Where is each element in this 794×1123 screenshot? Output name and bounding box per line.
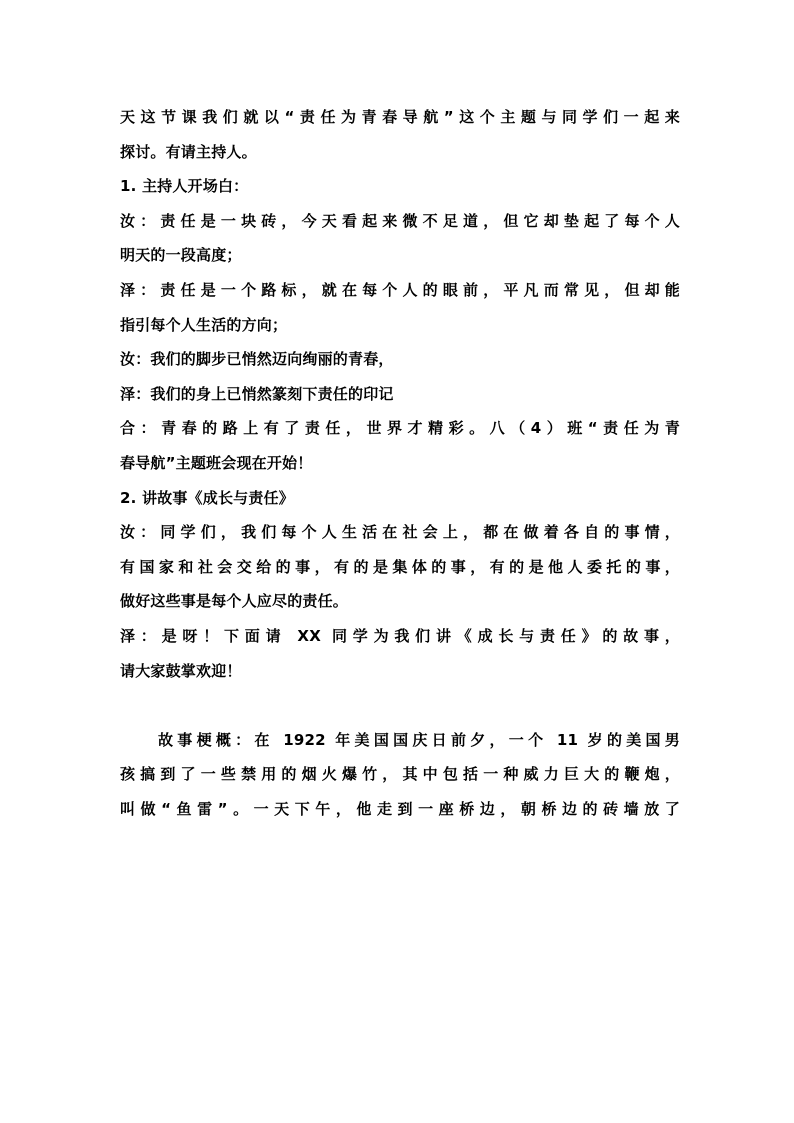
- paragraph-line: 合：青春的路上有了责任，世界才精彩。八（4）班“责任为青: [120, 419, 680, 438]
- paragraph-line: 明天的一段高度；: [120, 246, 242, 265]
- paragraph-line: 泽：是呀！下面请 XX 同学为我们讲《成长与责任》的故事，: [120, 626, 680, 645]
- story-line: 孩搞到了一些禁用的烟火爆竹，其中包括一种威力巨大的鞭炮，: [120, 765, 680, 784]
- story-line: 叫做“鱼雷”。一天下午，他走到一座桥边，朝桥边的砖墙放了: [120, 799, 680, 818]
- paragraph-line: 天这节课我们就以“责任为青春导航”这个主题与同学们一起来: [120, 108, 680, 126]
- paragraph-gap: [120, 688, 680, 723]
- paragraph-line: 请大家鼓掌欢迎！: [120, 661, 242, 680]
- section-heading: 1. 主持人开场白：: [120, 177, 249, 196]
- story-line: 故事梗概：在 1922 年美国国庆日前夕，一个 11 岁的美国男: [158, 730, 680, 749]
- paragraph-line: 有国家和社会交给的事，有的是集体的事，有的是他人委托的事，: [120, 557, 680, 576]
- document-body: [120, 100, 680, 826]
- paragraph-line: 汝：同学们，我们每个人生活在社会上，都在做着各自的事情，: [120, 523, 680, 542]
- paragraph-line: 泽：责任是一个路标，就在每个人的眼前，平凡而常见，但却能: [120, 280, 680, 299]
- paragraph-line: 汝：我们的脚步已悄然迈向绚丽的青春，: [120, 350, 394, 369]
- paragraph-line: 探讨。有请主持人。: [120, 142, 257, 161]
- paragraph-line: 指引每个人生活的方向；: [120, 315, 288, 334]
- paragraph-line: 春导航”主题班会现在开始！: [120, 453, 313, 472]
- paragraph-line: 泽：我们的身上已悄然篆刻下责任的印记: [120, 384, 394, 403]
- paragraph-line: 做好这些事是每个人应尽的责任。: [120, 592, 349, 611]
- paragraph-line: 汝：责任是一块砖，今天看起来微不足道，但它却垫起了每个人: [120, 211, 680, 230]
- section-heading: 2. 讲故事《成长与责任》: [120, 488, 294, 507]
